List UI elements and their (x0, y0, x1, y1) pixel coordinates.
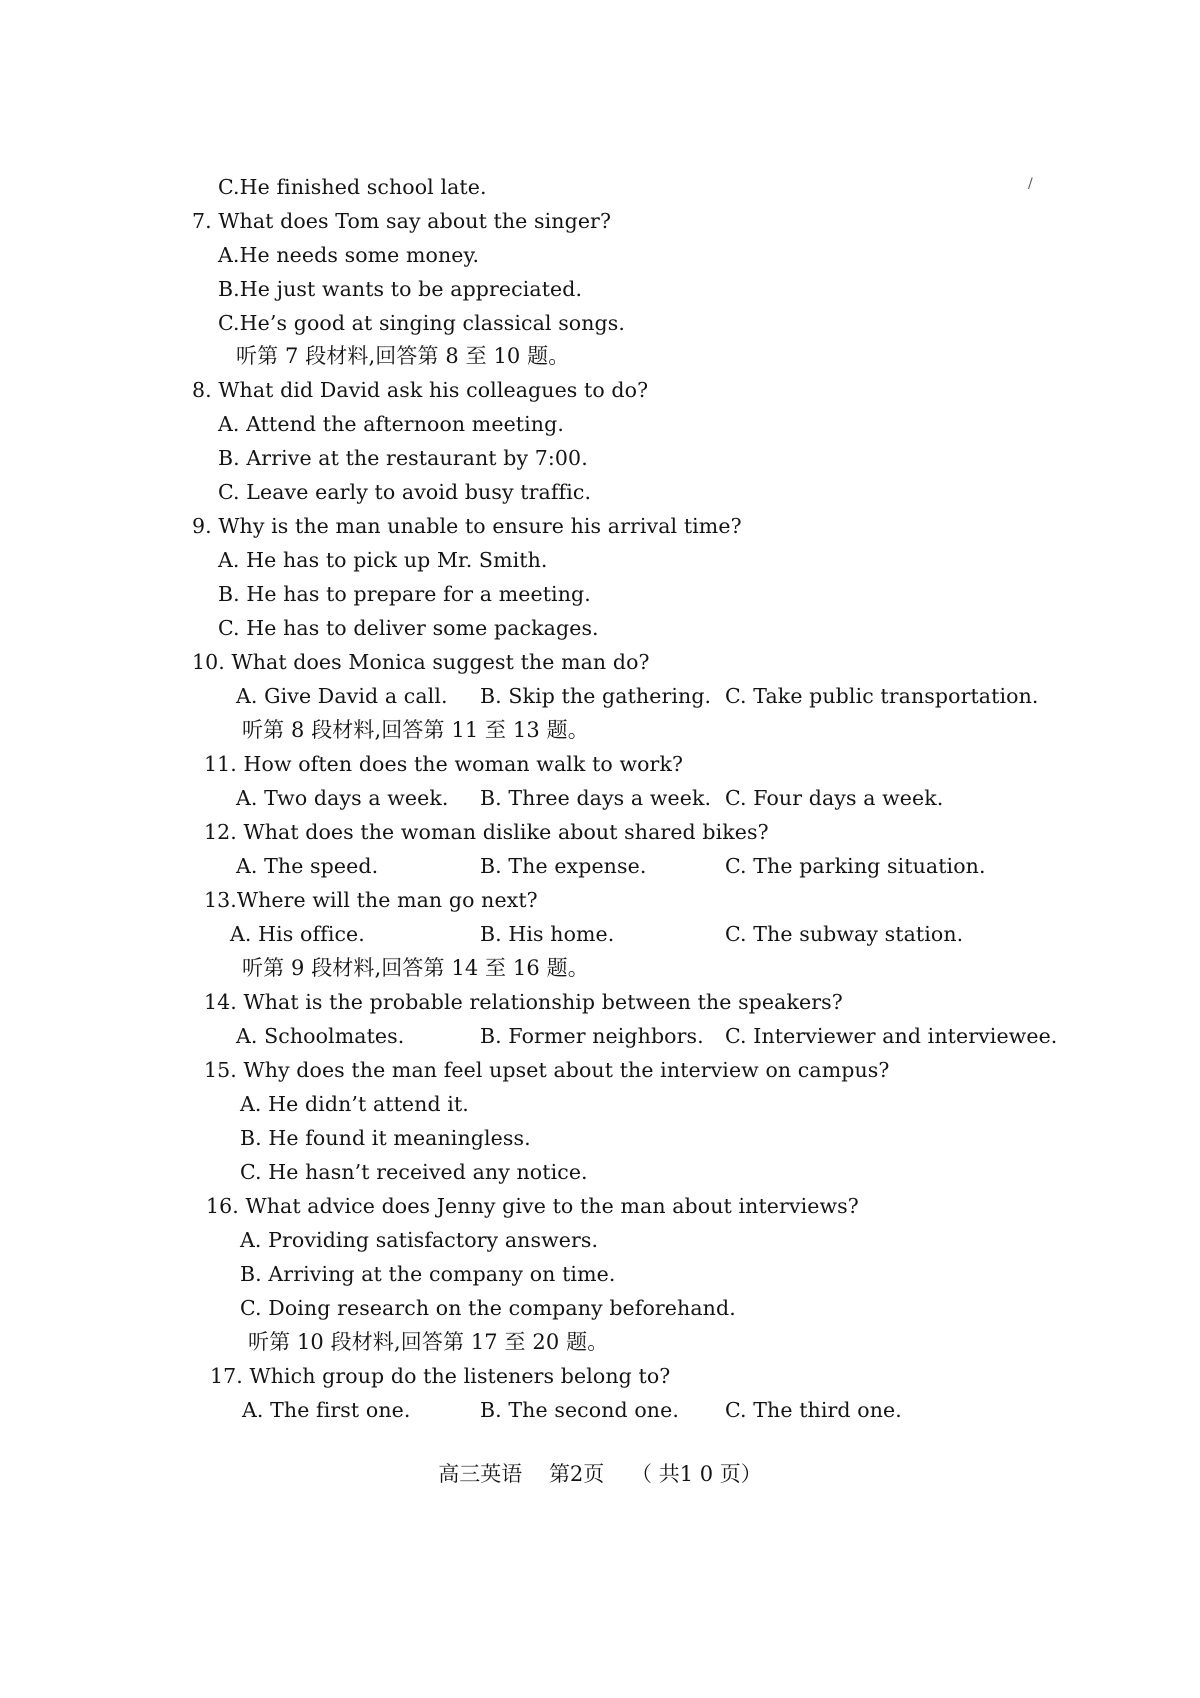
footer-page-number: 第2页 (548, 1462, 605, 1486)
section-8-heading: 听第 8 段材料,回答第 11 至 13 题。 (242, 718, 589, 742)
q10-option-a: A. Give David a call. (236, 684, 448, 708)
q14-question: 14. What is the probable relationship between the speakers? (204, 990, 843, 1014)
q8-option-c: C. Leave early to avoid busy traffic. (218, 480, 592, 504)
q7-option-c: C.He’s good at singing classical songs. (218, 311, 626, 335)
footer-subject: 高三英语 (438, 1462, 523, 1486)
q16-option-c: C. Doing research on the company beforehand. (240, 1296, 736, 1320)
q6-option-c: C.He finished school late. (218, 175, 487, 199)
q15-option-c: C. He hasn’t received any notice. (240, 1160, 588, 1184)
q17-option-b: B. The second one. (480, 1398, 679, 1422)
q17-option-a: A. The first one. (242, 1398, 411, 1422)
q17-question: 17. Which group do the listeners belong to? (210, 1364, 671, 1388)
q10-question: 10. What does Monica suggest the man do? (192, 650, 650, 674)
section-7-heading: 听第 7 段材料,回答第 8 至 10 题。 (236, 344, 570, 368)
q14-option-b: B. Former neighbors. (480, 1024, 704, 1048)
q15-option-a: A. He didn’t attend it. (240, 1092, 469, 1116)
q12-option-b: B. The expense. (480, 854, 647, 878)
q9-option-c: C. He has to deliver some packages. (218, 616, 599, 640)
q11-question: 11. How often does the woman walk to work? (204, 752, 684, 776)
q9-option-a: A. He has to pick up Mr. Smith. (218, 548, 548, 572)
q13-option-a: A. His office. (230, 922, 365, 946)
q14-option-c: C. Interviewer and interviewee. (725, 1024, 1058, 1048)
q15-option-b: B. He found it meaningless. (240, 1126, 531, 1150)
footer-total-pages: （ 共1 0 页） (631, 1462, 762, 1486)
q12-option-a: A. The speed. (236, 854, 379, 878)
q7-question: 7. What does Tom say about the singer? (192, 209, 612, 233)
q11-option-a: A. Two days a week. (236, 786, 449, 810)
section-10-heading: 听第 10 段材料,回答第 17 至 20 题。 (248, 1330, 609, 1354)
section-9-heading: 听第 9 段材料,回答第 14 至 16 题。 (242, 956, 589, 980)
q8-question: 8. What did David ask his colleagues to do? (192, 378, 649, 402)
q16-question: 16. What advice does Jenny give to the man about interviews? (206, 1194, 859, 1218)
q14-option-a: A. Schoolmates. (236, 1024, 405, 1048)
q7-option-b: B.He just wants to be appreciated. (218, 277, 583, 301)
q15-question: 15. Why does the man feel upset about the interview on campus? (204, 1058, 890, 1082)
q8-option-b: B. Arrive at the restaurant by 7:00. (218, 446, 588, 470)
q12-option-c: C. The parking situation. (725, 854, 986, 878)
q11-option-c: C. Four days a week. (725, 786, 944, 810)
q16-option-a: A. Providing satisfactory answers. (240, 1228, 599, 1252)
page-footer (0, 1460, 1200, 1488)
q13-option-b: B. His home. (480, 922, 615, 946)
q17-option-c: C. The third one. (725, 1398, 902, 1422)
q13-question: 13.Where will the man go next? (204, 888, 538, 912)
q10-option-b: B. Skip the gathering. (480, 684, 712, 708)
scan-mark: / (1028, 176, 1033, 192)
q12-question: 12. What does the woman dislike about shared bikes? (204, 820, 769, 844)
q7-option-a: A.He needs some money. (218, 243, 480, 267)
q9-option-b: B. He has to prepare for a meeting. (218, 582, 591, 606)
q13-option-c: C. The subway station. (725, 922, 964, 946)
q8-option-a: A. Attend the afternoon meeting. (218, 412, 564, 436)
q11-option-b: B. Three days a week. (480, 786, 712, 810)
footer-spacer (529, 1462, 542, 1486)
q9-question: 9. Why is the man unable to ensure his arrival time? (192, 514, 742, 538)
footer-spacer-2 (611, 1462, 624, 1486)
q16-option-b: B. Arriving at the company on time. (240, 1262, 616, 1286)
q10-option-c: C. Take public transportation. (725, 684, 1039, 708)
